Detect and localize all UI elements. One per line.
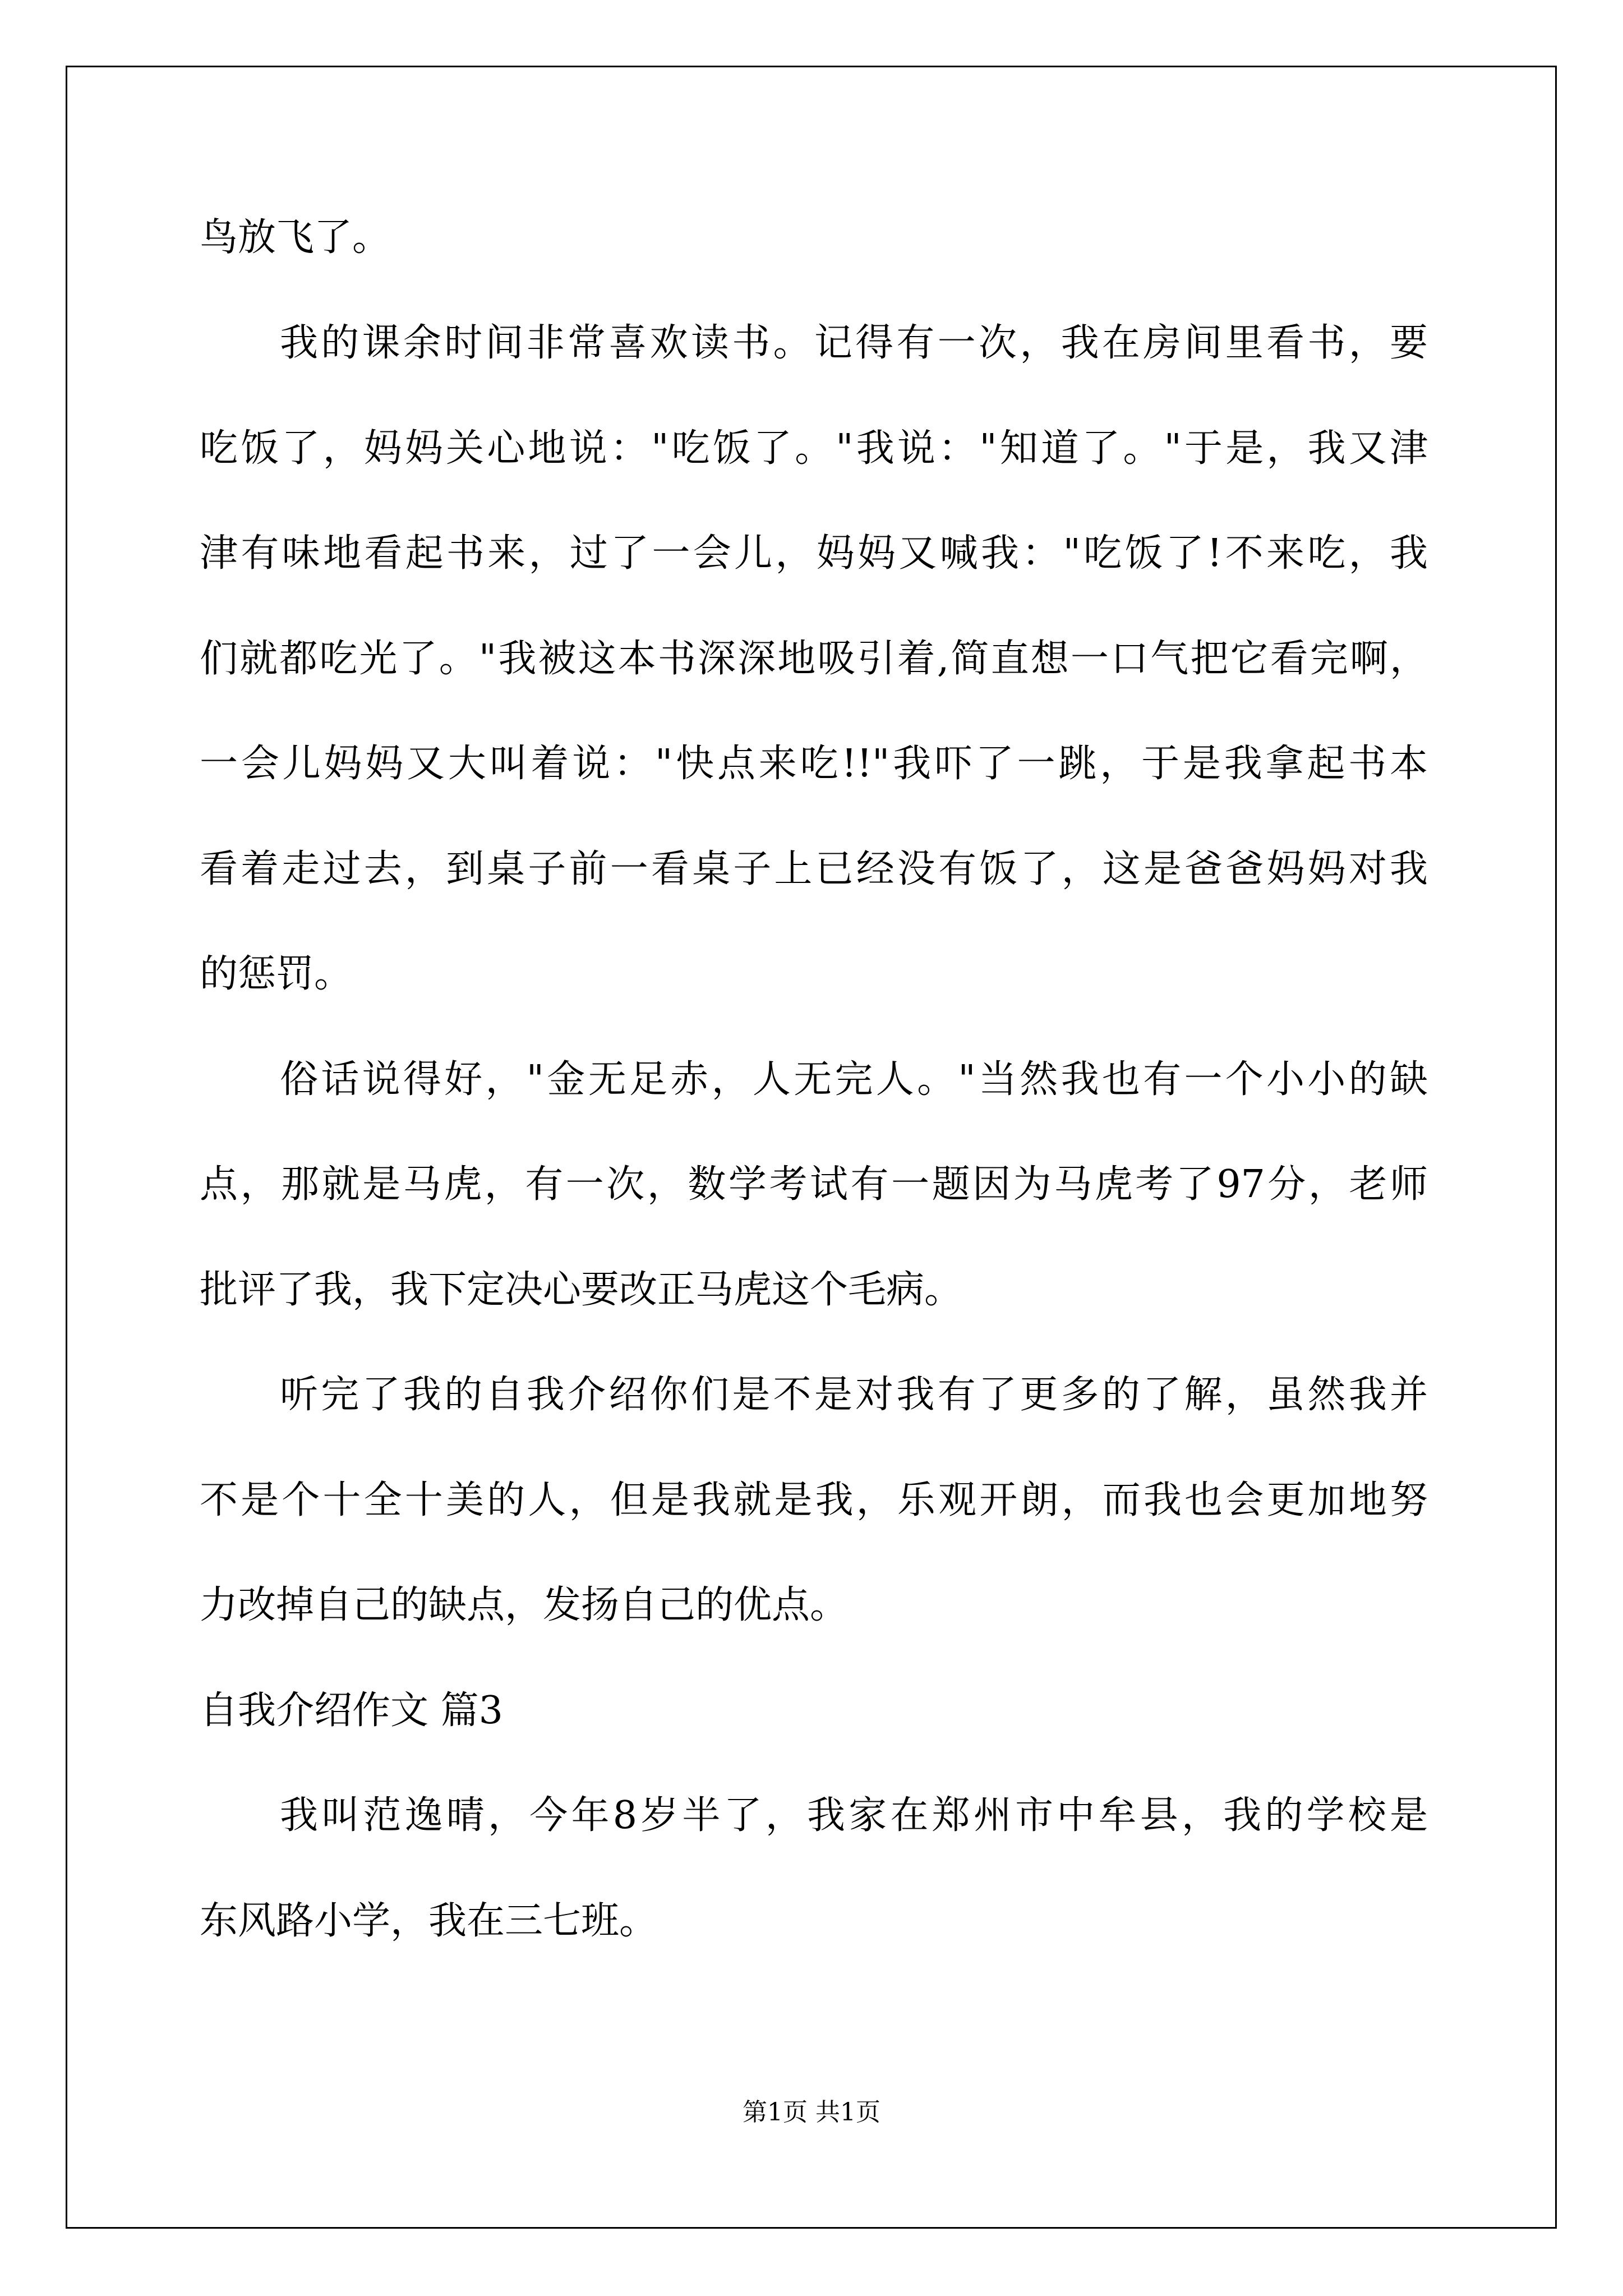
text-line: 力改掉自己的缺点，发扬自己的优点。 bbox=[200, 1583, 849, 1627]
text-line: 鸟放飞了。 bbox=[200, 215, 391, 260]
text-line: 我的课余时间非常喜欢读书。记得有一次，我在房间里看书，要 bbox=[280, 321, 1428, 365]
text-line: 点，那就是马虎，有一次，数学考试有一题因为马虎考了97分，老师 bbox=[200, 1162, 1428, 1207]
section-heading: 自我介绍作文 篇3 bbox=[200, 1688, 503, 1733]
text-line: 吃饭了，妈妈关心地说："吃饭了。"我说："知道了。"于是，我又津 bbox=[200, 426, 1428, 471]
text-line: 看着走过去，到桌子前一看桌子上已经没有饭了，这是爸爸妈妈对我 bbox=[200, 847, 1428, 891]
text-line: 东风路小学，我在三七班。 bbox=[200, 1899, 658, 1943]
text-line: 不是个十全十美的人，但是我就是我，乐观开朗，而我也会更加地努 bbox=[200, 1478, 1428, 1522]
text-line: 津有味地看起书来，过了一会儿，妈妈又喊我："吃饭了!不来吃，我 bbox=[200, 531, 1428, 576]
text-line: 听完了我的自我介绍你们是不是对我有了更多的了解，虽然我并 bbox=[280, 1373, 1428, 1417]
text-line: 俗话说得好，"金无足赤，人无完人。"当然我也有一个小小的缺 bbox=[280, 1057, 1428, 1102]
text-line: 我叫范逸晴，今年8岁半了，我家在郑州市中牟县，我的学校是 bbox=[280, 1793, 1428, 1838]
text-line: 们就都吃光了。"我被这本书深深地吸引着,简直想一口气把它看完啊， bbox=[200, 637, 1428, 681]
text-line: 的惩罚。 bbox=[200, 952, 353, 996]
text-line: 批评了我，我下定决心要改正马虎这个毛病。 bbox=[200, 1268, 963, 1312]
text-line: 一会儿妈妈又大叫着说："快点来吃!!"我吓了一跳，于是我拿起书本 bbox=[200, 742, 1428, 786]
page-footer: 第1页 共1页 bbox=[743, 2098, 880, 2127]
